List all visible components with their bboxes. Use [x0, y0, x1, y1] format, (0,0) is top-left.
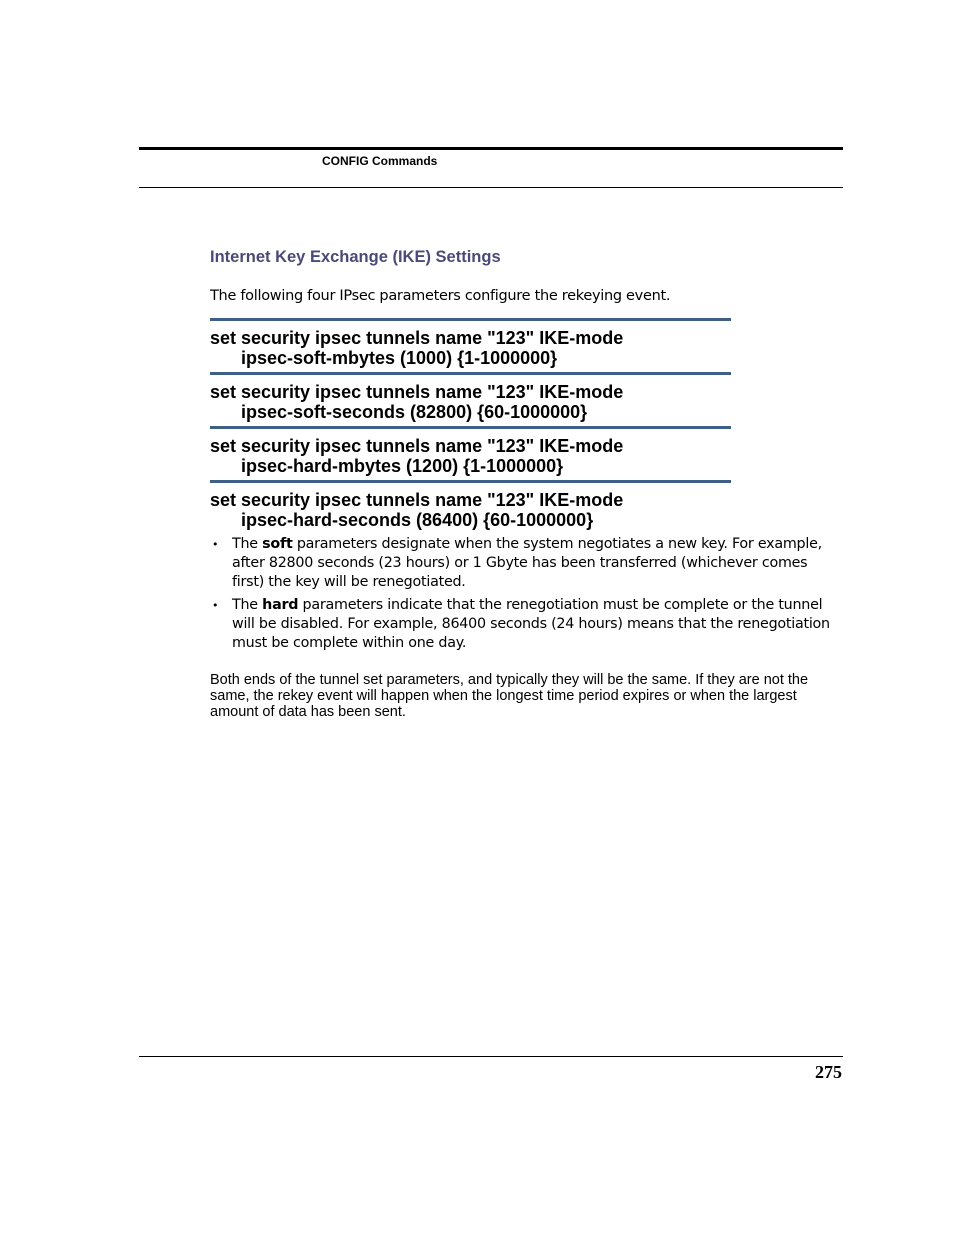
command-heading: [210, 436, 770, 476]
bullet-text-pre: The: [232, 597, 263, 613]
command-line-1: set security ipsec tunnels name "123" IKE-mode: [210, 490, 624, 510]
command-line-1: set security ipsec tunnels name "123" IKE-mode: [210, 436, 624, 456]
bullet-marker: •: [212, 538, 219, 551]
command-line-2: ipsec-hard-mbytes (1200) {1-1000000}: [241, 456, 564, 476]
command-heading: [210, 490, 770, 530]
list-item: [210, 535, 830, 592]
bullet-text-post: parameters designate when the system negotiates a new key. For example, after 82800 seconds (23 hours) or 1 Gbyte has been transferred (whichever comes first) the key will be renegotiated.: [232, 536, 822, 590]
bullet-text-pre: The: [232, 536, 263, 552]
command-rule: [210, 480, 731, 483]
section-title: Internet Key Exchange (IKE) Settings: [210, 248, 501, 266]
command-line-1: set security ipsec tunnels name "123" IKE-mode: [210, 382, 624, 402]
list-item: [210, 596, 830, 653]
command-line-2: ipsec-soft-seconds (82800) {60-1000000}: [241, 402, 588, 422]
footer-rule: [139, 1056, 843, 1057]
bullet-text-post: parameters indicate that the renegotiation must be complete or the tunnel will be disabled. For example, 86400 seconds (24 hours) means that the renegotiation must be complete within one day.: [232, 597, 830, 651]
bullet-list: [210, 535, 830, 657]
command-line-1: set security ipsec tunnels name "123" IKE-mode: [210, 328, 624, 348]
command-rule: [210, 426, 731, 429]
bullet-bold-term: soft: [262, 536, 293, 552]
command-rule: [210, 372, 731, 375]
command-line-2: ipsec-soft-mbytes (1000) {1-1000000}: [241, 348, 558, 368]
command-heading: [210, 328, 770, 368]
command-heading: [210, 382, 770, 422]
intro-paragraph: The following four IPsec parameters configure the rekeying event.: [210, 288, 671, 304]
bullet-marker: •: [212, 599, 219, 612]
header-bottom-rule: [139, 187, 843, 188]
command-rule: [210, 318, 731, 321]
command-line-2: ipsec-hard-seconds (86400) {60-1000000}: [241, 510, 594, 530]
page-number: 275: [815, 1062, 842, 1082]
running-header: CONFIG Commands: [322, 154, 438, 168]
bullet-bold-term: hard: [262, 597, 299, 613]
closing-paragraph: Both ends of the tunnel set parameters, and typically they will be the same. If they are not the same, the rekey event will happen when the longest time period expires or when the largest amount of data has been sent.: [210, 672, 809, 720]
header-top-rule: [139, 147, 843, 150]
